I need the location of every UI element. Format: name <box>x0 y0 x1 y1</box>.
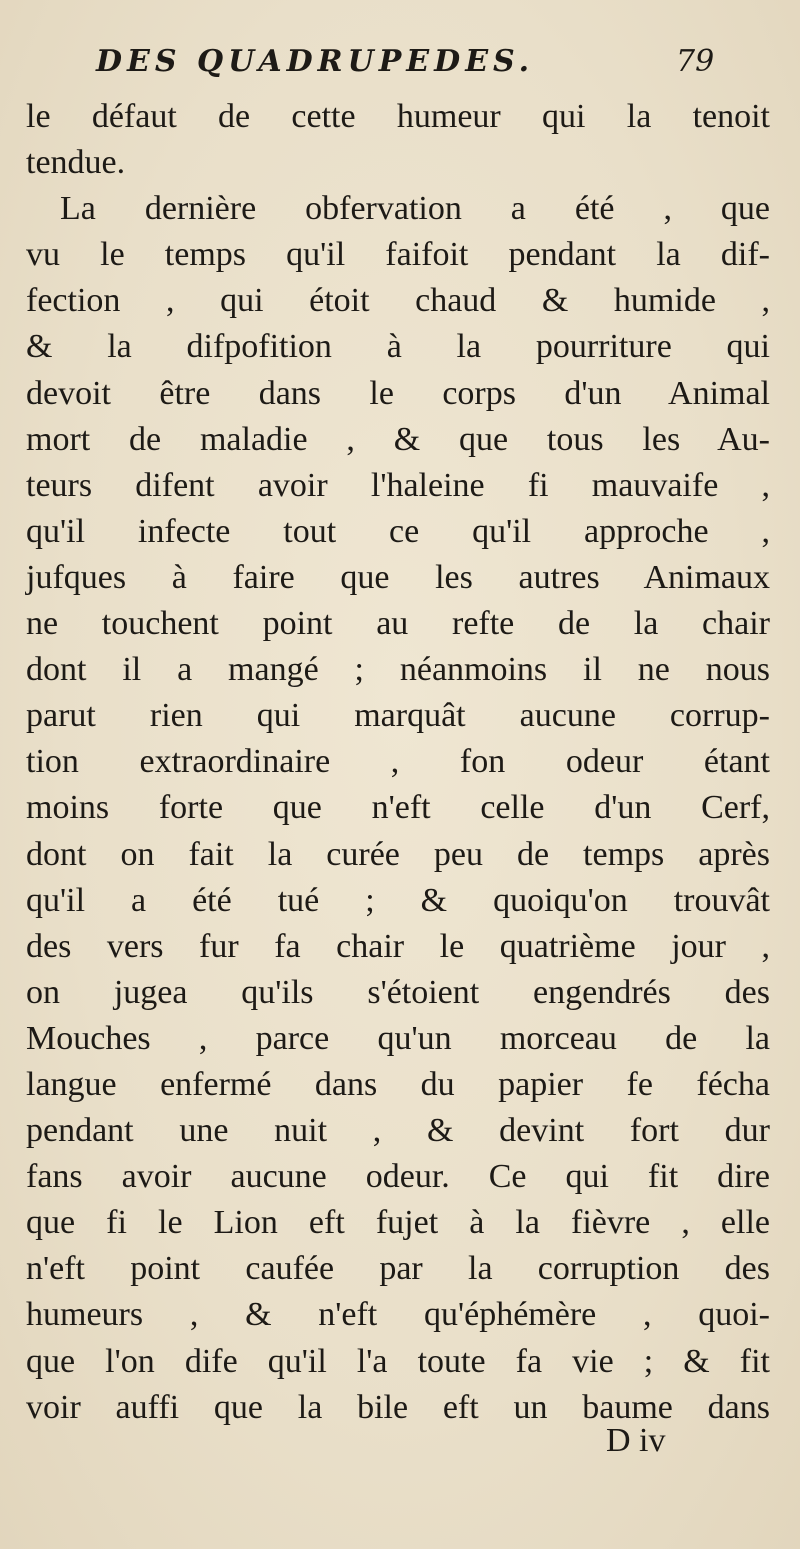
text-line: qu'il infecte tout ce qu'il approche , <box>26 512 770 550</box>
running-head: DES QUADRUPEDES. <box>96 44 535 79</box>
text-line: ne touchent point au refte de la chair <box>26 605 770 643</box>
text-line: que l'on dife qu'il l'a toute fa vie ; & fit <box>26 1342 770 1380</box>
text-line: le défaut de cette humeur qui la tenoit <box>26 98 770 135</box>
text-line: des vers fur fa chair le quatrième jour , <box>26 927 770 965</box>
text-line: fans avoir aucune odeur. Ce qui fit dire <box>26 1158 770 1196</box>
page-number: 79 <box>676 44 715 79</box>
text-line: tendue. <box>26 144 126 182</box>
signature-mark: D iv <box>606 1422 666 1459</box>
text-line: on jugea qu'ils s'étoient engendrés des <box>26 973 770 1011</box>
text-line: Mouches , parce qu'un morceau de la <box>26 1019 770 1057</box>
text-line: mort de maladie , & que tous les Au- <box>26 420 770 458</box>
text-line: moins forte que n'eft celle d'un Cerf, <box>26 789 770 827</box>
text-line: voir auffi que la bile eft un baume dans <box>26 1388 770 1426</box>
text-line: n'eft point caufée par la corruption des <box>26 1250 770 1288</box>
text-line: jufques à faire que les autres Animaux <box>26 558 770 596</box>
text-line: dont il a mangé ; néanmoins il ne nous <box>26 651 770 689</box>
text-line: langue enfermé dans du papier fe fécha <box>26 1065 770 1103</box>
text-line: que fi le Lion eft fujet à la fièvre , elle <box>26 1204 770 1242</box>
text-line: tion extraordinaire , fon odeur étant <box>26 743 770 781</box>
text-line: La dernière obfervation a été , que <box>60 190 770 228</box>
text-line: humeurs , & n'eft qu'éphémère , quoi- <box>26 1296 770 1334</box>
text-line: vu le temps qu'il faifoit pendant la dif- <box>26 236 770 274</box>
text-line: teurs difent avoir l'haleine fi mauvaife , <box>26 466 770 504</box>
text-line: fection , qui étoit chaud & humide , <box>26 282 770 320</box>
text-line: qu'il a été tué ; & quoiqu'on trouvât <box>26 881 770 919</box>
text-line: pendant une nuit , & devint fort dur <box>26 1112 770 1150</box>
text-line: parut rien qui marquât aucune corrup- <box>26 697 770 735</box>
body-text <box>26 94 770 1431</box>
text-line: dont on fait la curée peu de temps après <box>26 835 770 873</box>
text-line: & la difpofition à la pourriture qui <box>26 328 770 366</box>
text-line: devoit être dans le corps d'un Animal <box>26 374 770 412</box>
